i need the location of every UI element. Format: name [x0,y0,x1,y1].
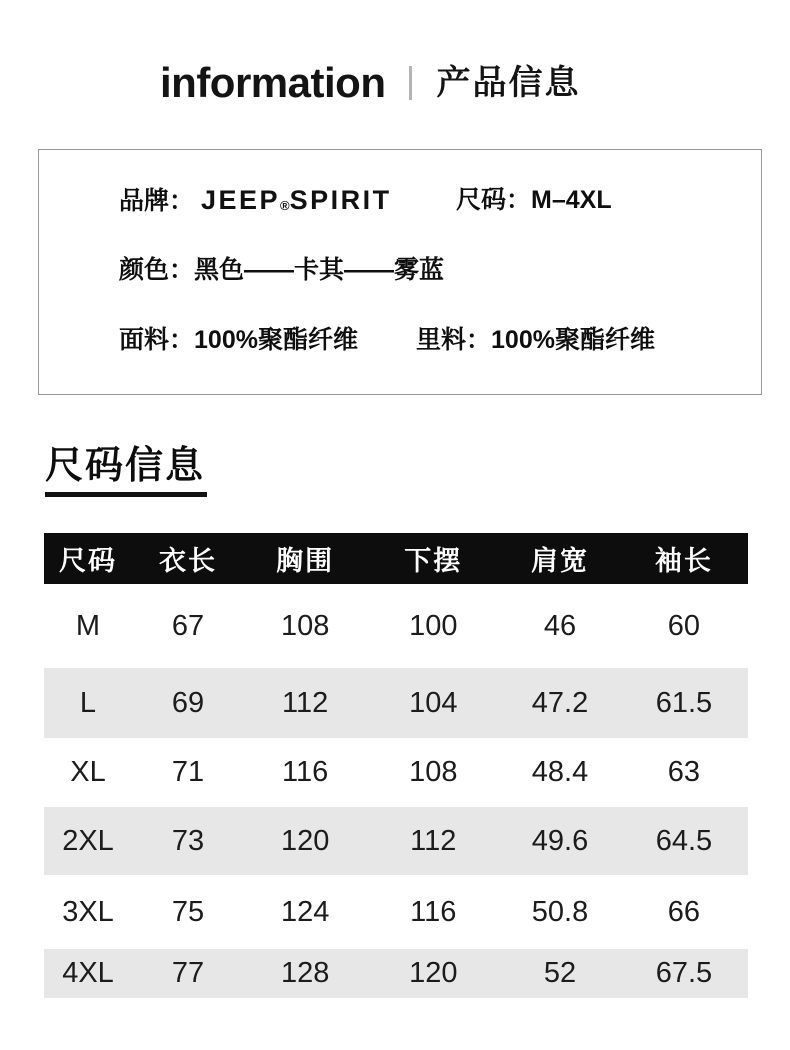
size-range-item [456,184,612,216]
table-cell: 71 [171,756,205,788]
table-cell: 67.5 [655,957,713,989]
table-cell: 100 [409,609,458,642]
lining-value: 100%聚酯纤维 [491,326,655,354]
table-cell: 4XL [62,957,114,989]
col-header-hem: 下摆 [404,546,463,576]
table-cell: 108 [409,756,458,788]
table-cell: 124 [280,895,330,928]
table-cell: 75 [171,895,205,928]
col-header-size: 尺码 [59,546,117,576]
fabric-item [119,324,358,356]
info-row-brand-size [39,184,761,216]
color-label: 颜色： [119,256,195,284]
table-cell: 63 [667,756,701,788]
table-cell: M [75,609,101,642]
info-row-color [39,254,761,286]
table-row-xl [44,738,748,807]
page-title [160,60,580,106]
table-cell: 116 [410,895,457,928]
table-cell: 69 [171,686,205,719]
lining-label: 里料： [416,326,492,354]
table-row-4xl [44,949,748,998]
table-cell: 120 [409,957,458,989]
table-cell: 47.2 [531,686,589,719]
table-cell: 48.4 [531,756,589,788]
table-cell: 49.6 [531,824,589,857]
info-row-fabric-lining [39,324,761,356]
size-table-body [44,584,748,998]
table-cell: 120 [280,824,330,857]
page-title-chinese: 产品信息 [436,64,581,102]
lining-item [416,324,655,356]
color-item [119,254,444,286]
brand-item [119,184,392,221]
table-cell: 3XL [62,895,114,928]
brand-logo-left: JEEP [200,185,281,215]
table-cell: 67 [171,609,205,642]
brand-label: 品牌： [119,187,195,215]
fabric-value: 100%聚酯纤维 [194,326,358,354]
brand-logo [201,185,392,215]
table-row-2xl [44,807,748,875]
table-cell: 112 [410,824,457,857]
size-range-label: 尺码： [456,186,532,214]
title-divider [409,66,412,100]
product-info-box [38,149,762,395]
page-title-english: information [160,59,386,106]
size-table [44,533,748,998]
table-cell: 50.8 [531,895,589,928]
table-row-l [44,668,748,738]
table-cell: 61.5 [655,686,713,719]
size-info-heading: 尺码信息 [45,447,207,497]
col-header-chest: 胸围 [276,546,335,576]
brand-logo-right: SPIRIT [289,185,392,215]
table-cell: 2XL [62,824,114,857]
size-table-header-row [44,533,748,584]
col-header-length: 衣长 [158,546,217,576]
col-header-sleeve: 袖长 [654,546,713,576]
table-row-3xl [44,875,748,949]
table-cell: 73 [171,824,205,857]
table-cell: 46 [543,609,577,642]
table-cell: 60 [667,609,701,642]
table-cell: 116 [282,756,329,788]
table-cell: 64.5 [655,824,713,857]
size-table-header [44,533,748,584]
table-cell: 104 [409,686,458,719]
registered-trademark-icon: ® [280,198,290,213]
table-cell: 77 [171,957,205,989]
table-cell: 112 [282,686,329,719]
table-cell: L [79,686,97,719]
table-cell: 52 [543,957,577,989]
fabric-label: 面料： [119,326,195,354]
table-cell: 128 [280,957,330,989]
table-cell: 108 [280,609,330,642]
table-cell: 66 [667,895,701,928]
col-header-shoulder: 肩宽 [530,546,589,576]
table-cell: XL [70,756,106,788]
color-value: 黑色——卡其——雾蓝 [194,256,445,284]
table-row-m [44,584,748,668]
size-range-value: M–4XL [531,186,612,214]
